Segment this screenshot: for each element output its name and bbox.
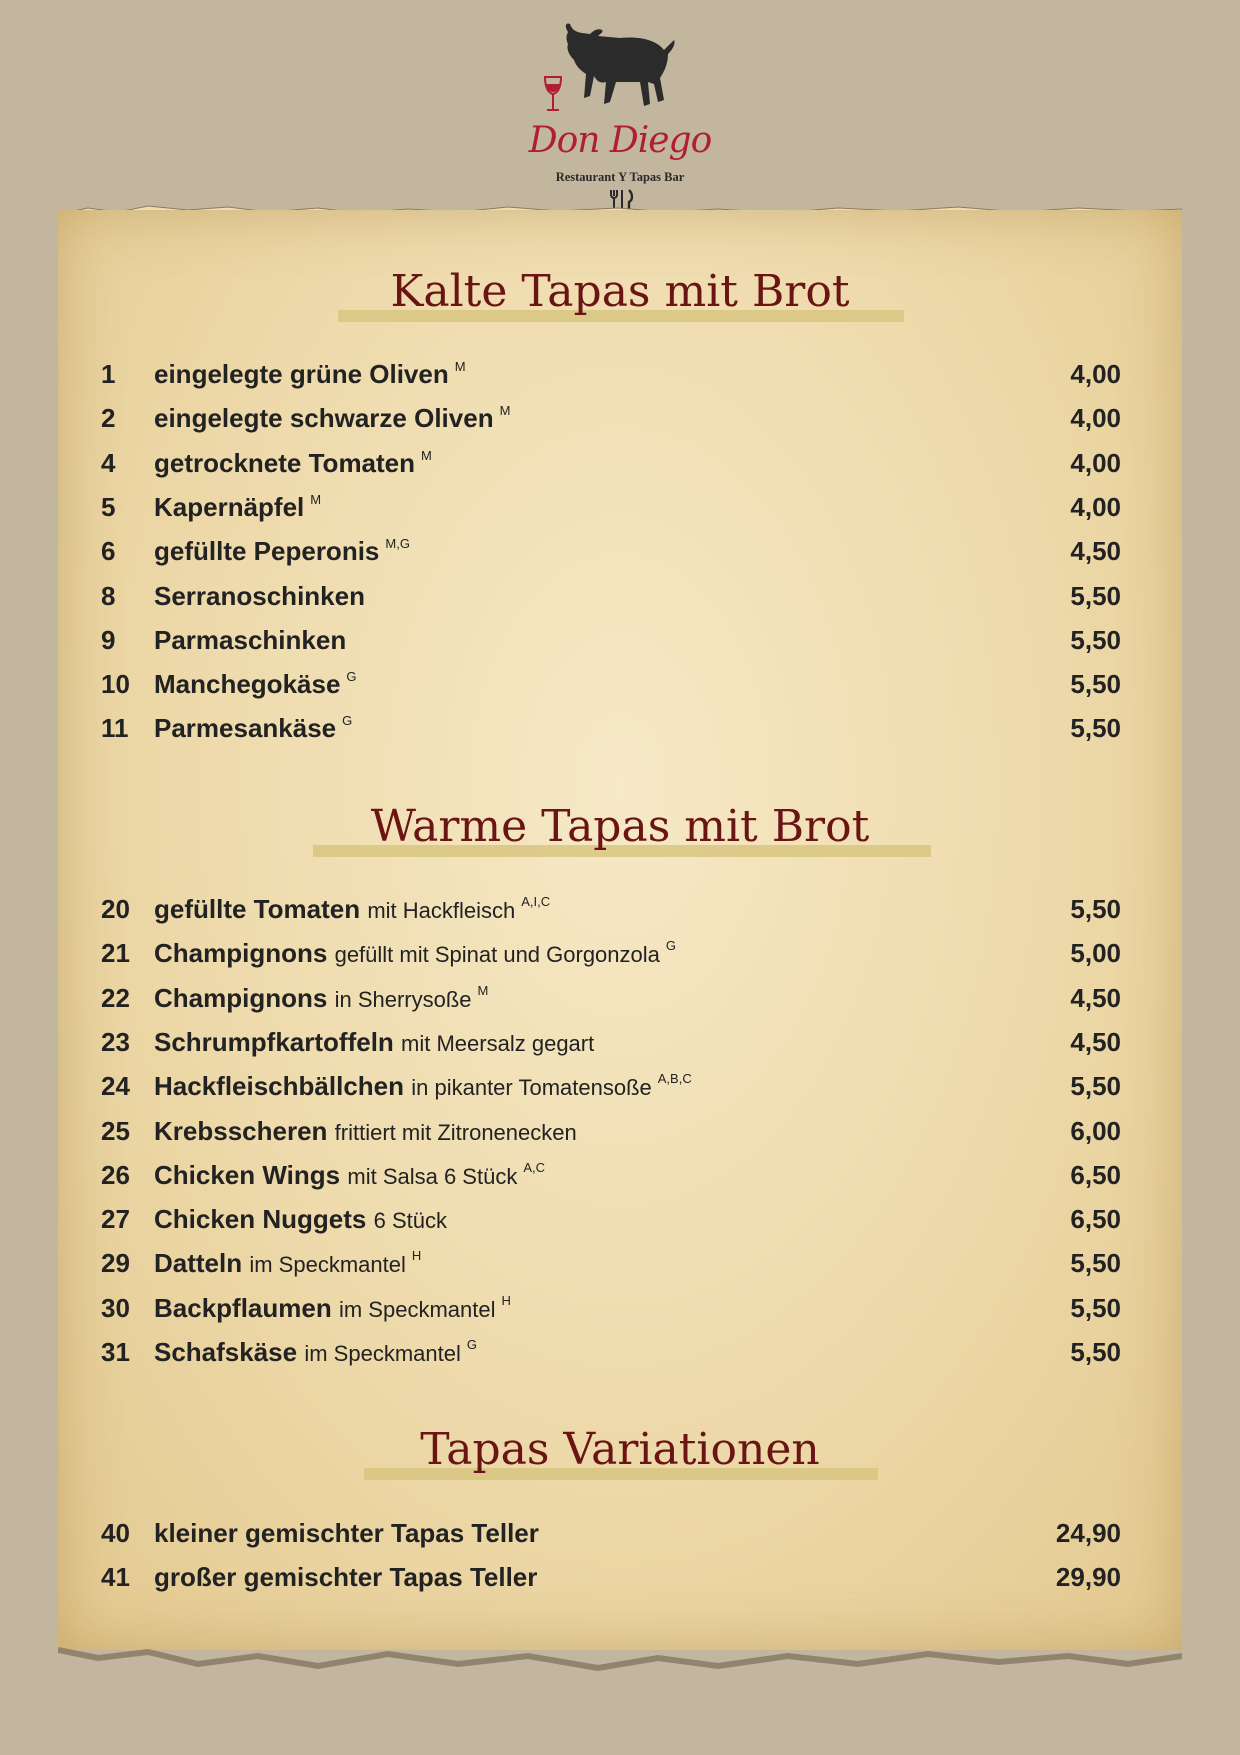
item-price: 5,50	[1070, 669, 1121, 700]
item-name-group	[154, 1066, 692, 1108]
menu-item	[101, 531, 1121, 571]
item-name: Chicken Wings	[154, 1159, 341, 1190]
section-title-tapas-variations: Tapas Variationen	[420, 1424, 820, 1475]
item-price: 4,50	[1070, 1026, 1121, 1057]
item-name: Krebsscheren	[154, 1115, 328, 1146]
menu-item	[101, 1288, 1121, 1328]
item-allergens: M	[310, 491, 322, 507]
item-name-group	[154, 978, 488, 1020]
menu-item	[101, 1022, 1121, 1062]
item-name-group	[154, 1557, 537, 1597]
item-name-group	[154, 664, 357, 704]
menu-item	[101, 487, 1121, 527]
item-number: 27	[101, 1204, 130, 1235]
item-description: mit Hackfleisch	[367, 898, 516, 923]
item-price: 5,50	[1070, 1337, 1121, 1367]
wine-glass-icon	[542, 75, 564, 115]
item-price: 4,00	[1070, 447, 1121, 478]
item-price: 4,00	[1070, 491, 1121, 522]
menu-item	[101, 398, 1121, 438]
item-number: 11	[101, 713, 129, 744]
item-name: großer gemischter Tapas Teller	[154, 1562, 538, 1593]
item-price: 6,50	[1070, 1159, 1121, 1190]
item-number: 20	[101, 894, 130, 924]
item-allergens: G	[665, 938, 677, 954]
item-name: getrocknete Tomaten	[154, 447, 416, 478]
item-name-group	[154, 933, 676, 975]
item-description: gefüllt mit Spinat und Gorgonzola	[334, 942, 660, 968]
item-allergens: G	[346, 669, 357, 685]
item-name-group	[154, 708, 352, 748]
item-description: mit Meersalz gegart	[401, 1030, 595, 1056]
item-name: gefüllte Peperonis	[154, 536, 380, 567]
menu-item	[101, 978, 1121, 1018]
item-name-group	[154, 1155, 545, 1197]
item-number: 29	[101, 1248, 130, 1279]
item-price: 5,00	[1070, 938, 1121, 969]
menu-item	[101, 1066, 1121, 1106]
item-allergens: A,B,C	[657, 1071, 692, 1087]
menu-item	[101, 1155, 1121, 1195]
item-number: 26	[101, 1159, 130, 1190]
item-name: Parmaschinken	[154, 624, 347, 655]
item-description: in pikanter Tomatensoße	[411, 1075, 652, 1101]
item-number: 4	[101, 447, 116, 478]
item-name-group	[154, 576, 365, 616]
menu-item	[101, 443, 1121, 483]
item-number: 40	[101, 1518, 130, 1548]
item-name: Manchegokäse	[154, 669, 341, 700]
item-name: kleiner gemischter Tapas Teller	[154, 1518, 539, 1548]
item-price: 5,50	[1070, 1071, 1121, 1102]
item-description: frittiert mit Zitronenecken	[334, 1119, 577, 1145]
brand-name: Don Diego	[528, 120, 712, 161]
menu-item	[101, 1199, 1121, 1239]
item-name-group	[154, 1243, 421, 1285]
item-price: 5,50	[1070, 624, 1121, 655]
menu-item	[101, 576, 1121, 616]
item-number: 1	[101, 359, 116, 389]
item-number: 22	[101, 982, 130, 1013]
item-name: Kapernäpfel	[154, 491, 305, 522]
item-name: eingelegte schwarze Oliven	[154, 403, 494, 434]
item-allergens: H	[501, 1292, 511, 1308]
item-name: Serranoschinken	[154, 580, 365, 611]
item-allergens: M	[477, 982, 489, 998]
item-name-group	[154, 1022, 594, 1064]
item-number: 8	[101, 580, 116, 611]
item-number: 21	[101, 938, 130, 969]
menu-item	[101, 1513, 1121, 1553]
item-number: 30	[101, 1292, 130, 1323]
section-title-warm-tapas: Warme Tapas mit Brot	[370, 801, 870, 852]
item-description: in Sherrysoße	[334, 986, 472, 1012]
item-name: Datteln	[154, 1248, 243, 1279]
menu-item	[101, 354, 1121, 394]
menu-item	[101, 889, 1121, 929]
item-number: 5	[101, 491, 116, 522]
item-price: 29,90	[1055, 1562, 1121, 1593]
item-allergens: M	[454, 359, 466, 374]
menu-item	[101, 1243, 1121, 1283]
item-name: Hackfleischbällchen	[154, 1071, 404, 1102]
section-title-cold-tapas: Kalte Tapas mit Brot	[390, 266, 850, 317]
menu-item	[101, 1332, 1121, 1372]
item-allergens: G	[342, 713, 353, 729]
item-number: 24	[101, 1071, 130, 1102]
item-price: 24,90	[1055, 1518, 1121, 1548]
item-price: 5,50	[1070, 1292, 1121, 1323]
item-price: 4,00	[1070, 359, 1121, 389]
item-number: 9	[101, 624, 116, 655]
item-name-group	[154, 620, 346, 660]
item-number: 23	[101, 1026, 130, 1057]
menu-item	[101, 620, 1121, 660]
item-number: 2	[101, 403, 116, 434]
menu-item	[101, 933, 1121, 973]
item-name-group	[154, 531, 410, 571]
item-name: eingelegte grüne Oliven	[154, 359, 449, 389]
item-allergens: A,C	[523, 1159, 545, 1175]
item-description: mit Salsa 6 Stück	[347, 1163, 518, 1189]
item-number: 41	[101, 1562, 130, 1593]
menu-item	[101, 1111, 1121, 1151]
item-name: Champignons	[154, 982, 328, 1013]
item-name: Schrumpfkartoffeln	[154, 1026, 394, 1057]
item-name-group	[154, 443, 432, 483]
item-name: gefüllte Tomaten	[154, 894, 361, 924]
menu-item	[101, 1557, 1121, 1597]
item-description: im Speckmantel	[304, 1341, 461, 1366]
item-price: 5,50	[1070, 580, 1121, 611]
item-name-group	[154, 889, 550, 931]
item-name-group	[154, 1199, 447, 1241]
item-number: 25	[101, 1115, 130, 1146]
item-name-group	[154, 354, 466, 394]
menu-item	[101, 708, 1121, 748]
item-description: 6 Stück	[373, 1208, 447, 1234]
item-name: Chicken Nuggets	[154, 1204, 367, 1235]
item-name-group	[154, 487, 321, 527]
item-description: im Speckmantel	[249, 1252, 406, 1278]
logo	[520, 20, 720, 205]
item-price: 5,50	[1070, 713, 1121, 744]
item-price: 4,50	[1070, 536, 1121, 567]
item-allergens: A,I,C	[521, 894, 551, 909]
item-name: Champignons	[154, 938, 328, 969]
item-name: Schafskäse	[154, 1337, 298, 1367]
item-description: im Speckmantel	[338, 1296, 496, 1322]
item-allergens: G	[466, 1337, 477, 1352]
item-price: 5,50	[1070, 894, 1121, 924]
item-allergens: M	[499, 403, 511, 419]
item-name-group	[154, 1288, 511, 1330]
item-price: 6,00	[1070, 1115, 1121, 1146]
menu-item	[101, 664, 1121, 704]
item-price: 5,50	[1070, 1248, 1121, 1279]
bull-icon	[560, 20, 680, 115]
item-price: 4,00	[1070, 403, 1121, 434]
paper-bottom-edge	[58, 1630, 1182, 1690]
item-number: 10	[101, 669, 130, 700]
item-allergens: M	[421, 447, 432, 463]
item-number: 6	[101, 536, 116, 567]
item-name-group	[154, 1111, 577, 1153]
item-price: 6,50	[1070, 1204, 1121, 1235]
item-name-group	[154, 1513, 539, 1553]
item-allergens: H	[411, 1248, 422, 1264]
item-number: 31	[101, 1337, 130, 1367]
item-price: 4,50	[1070, 982, 1121, 1013]
brand-tagline: Restaurant Y Tapas Bar	[555, 170, 685, 184]
item-allergens: M,G	[385, 536, 410, 552]
item-name: Backpflaumen	[154, 1292, 332, 1323]
item-name-group	[154, 1332, 477, 1374]
item-name: Parmesankäse	[154, 713, 337, 744]
item-name-group	[154, 398, 510, 438]
